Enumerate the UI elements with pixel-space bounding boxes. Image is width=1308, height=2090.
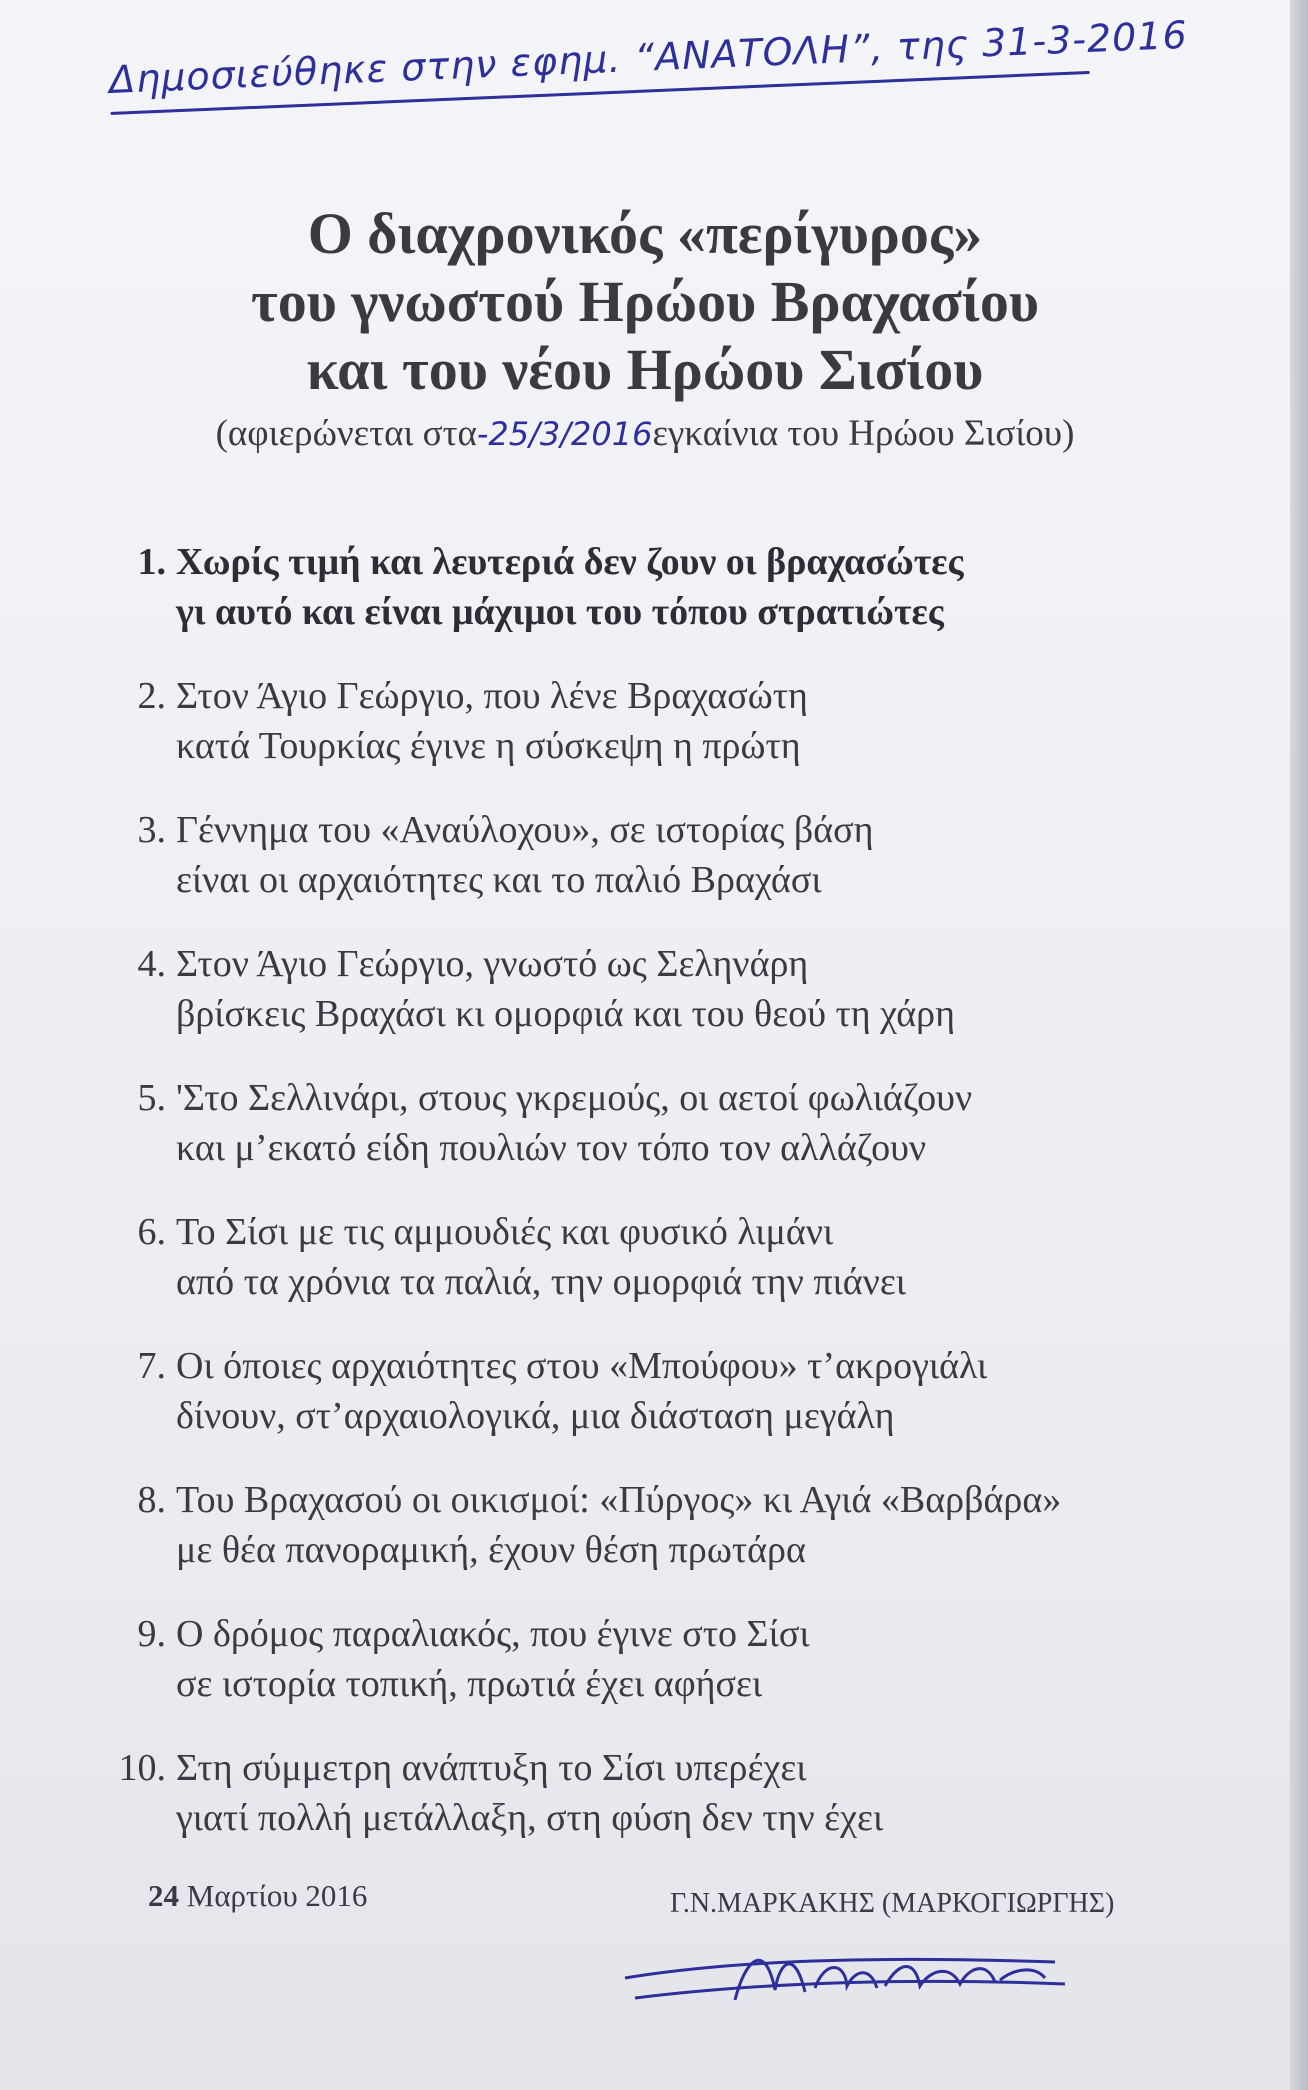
verse-item <box>96 1609 1276 1709</box>
verse-line: είναι οι αρχαιότητες και το παλιό Βραχάσι <box>176 859 822 901</box>
verse-line: και μ’εκατό είδη πουλιών τον τόπο τον αλλάζουν <box>176 1127 927 1169</box>
verse-number: 4. <box>137 943 166 985</box>
dedication-handwritten-date: -25/3/2016 <box>476 415 653 453</box>
verse-item <box>96 1207 1276 1307</box>
dedication-before: (αφιερώνεται στα <box>215 413 477 454</box>
dedication-line <box>0 412 1290 455</box>
verse-list <box>96 537 1276 1877</box>
verse-number: 9. <box>137 1613 166 1655</box>
verse-line: 'Στο Σελλινάρι, στους γκρεμούς, οι αετοί φωλιάζουν <box>176 1077 973 1119</box>
verse-number: 2. <box>137 675 166 717</box>
verse-line: κατά Τουρκίας έγινε η σύσκεψη η πρώτη <box>176 725 801 767</box>
verse-number: 8. <box>137 1479 166 1521</box>
verse-line: Στη σύμμετρη ανάπτυξη το Σίσι υπερέχει <box>176 1747 807 1789</box>
verse-item <box>96 939 1276 1039</box>
date-rest: Μαρτίου 2016 <box>179 1878 368 1913</box>
verse-item <box>96 671 1276 771</box>
verse-line: Στον Άγιο Γεώργιο, γνωστό ως Σεληνάρη <box>176 943 809 985</box>
verse-line: Στον Άγιο Γεώργιο, που λένε Βραχασώτη <box>176 675 808 717</box>
title-line-2: του γνωστού Ηρώου Βραχασίου <box>250 269 1040 334</box>
verse-line: σε ιστορία τοπική, πρωτιά έχει αφήσει <box>176 1663 763 1705</box>
verse-line: βρίσκεις Βραχάσι κι ομορφιά και του θεού τη χάρη <box>176 993 955 1035</box>
paper-edge <box>1290 0 1308 2090</box>
verse-number: 10. <box>118 1747 166 1789</box>
verse-item <box>96 1743 1276 1843</box>
document-title <box>0 200 1290 404</box>
verse-line: Χωρίς τιμή και λευτεριά δεν ζουν οι βραχασώτες <box>176 541 964 583</box>
date-day: 24 <box>148 1878 179 1913</box>
verse-item <box>96 1073 1276 1173</box>
verse-line: Το Σίσι με τις αμμουδιές και φυσικό λιμάνι <box>176 1211 834 1253</box>
verse-number: 3. <box>137 809 166 851</box>
verse-line: με θέα πανοραμική, έχουν θέση πρωτάρα <box>176 1529 806 1571</box>
publication-note-text: Δημοσιεύθηκε στην εφημ. “ΑΝΑΤΟΛΗ”, της 31-3-2016 <box>108 12 1189 102</box>
verse-line: Οι όποιες αρχαιότητες στου «Μπούφου» τ’ακρογιάλι <box>176 1345 988 1387</box>
verse-line: Ο δρόμος παραλιακός, που έγινε στο Σίσι <box>176 1613 810 1655</box>
verse-number: 6. <box>137 1211 166 1253</box>
title-line-1: Ο διαχρονικός «περίγυρος» <box>307 201 983 266</box>
verse-item <box>96 1341 1276 1441</box>
verse-number: 1. <box>137 541 166 583</box>
verse-line: Γέννημα του «Αναύλοχου», σε ιστορίας βάση <box>176 809 874 851</box>
verse-line: γι αυτό και είναι μάχιμοι του τόπου στρατιώτες <box>176 591 944 633</box>
title-line-3: και του νέου Ηρώου Σισίου <box>306 337 984 402</box>
handwritten-publication-note <box>108 12 1189 142</box>
verse-line: Του Βραχασού οι οικισμοί: «Πύργος» κι Αγιά «Βαρβάρα» <box>176 1479 1062 1521</box>
verse-item <box>96 537 1276 637</box>
handwritten-signature <box>615 1900 1075 2030</box>
verse-item <box>96 805 1276 905</box>
verse-item <box>96 1475 1276 1575</box>
verse-line: γιατί πολλή μετάλλαξη, στη φύση δεν την έχει <box>176 1797 884 1839</box>
document-date <box>148 1878 367 1914</box>
verse-line: δίνουν, στ’αρχαιολογικά, μια διάσταση μεγάλη <box>176 1395 895 1437</box>
dedication-after: εγκαίνια του Ηρώου Σισίου) <box>652 413 1075 454</box>
verse-number: 5. <box>137 1077 166 1119</box>
verse-number: 7. <box>137 1345 166 1387</box>
author-name: Γ.Ν.ΜΑΡΚΑΚΗΣ (ΜΑΡΚΟΓΙΩΡΓΗΣ) <box>670 1888 1115 1919</box>
verse-line: από τα χρόνια τα παλιά, την ομορφιά την πιάνει <box>176 1261 907 1303</box>
